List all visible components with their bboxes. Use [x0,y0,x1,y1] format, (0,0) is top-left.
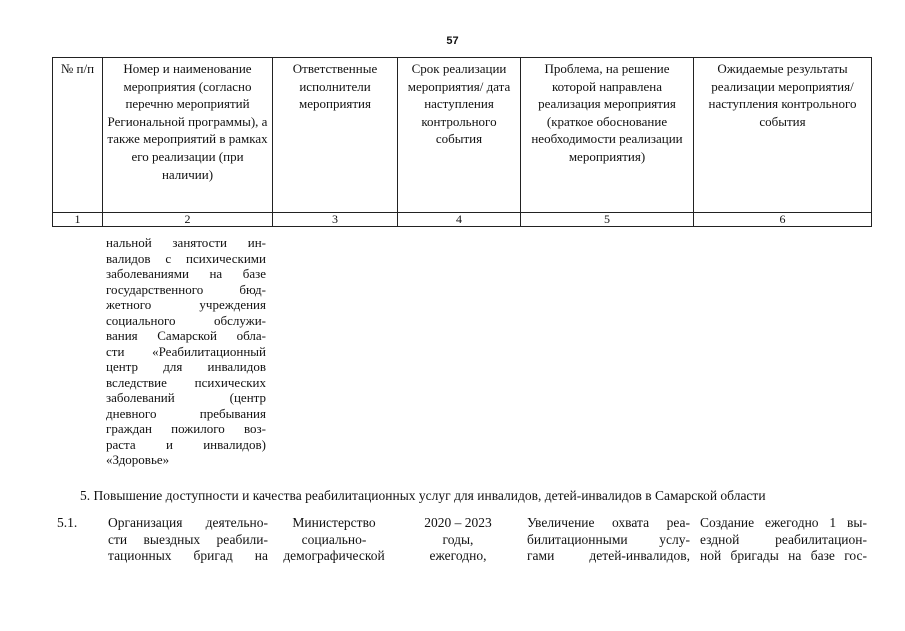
row-result-cell [700,515,867,565]
text-line: вследствие психических [106,374,266,390]
text-line: 2020 – 2023 [424,515,492,530]
text-line: вания Самарской обла- [106,328,266,343]
text-line: ежегодно, [429,548,487,563]
text-line: ездной реабилитацион- [700,531,867,547]
column-header-problem: Проблема, на решение которой направлена реализация мероприятия (краткое обоснование необходимости реализации мероприятия) [521,58,694,213]
column-header-responsible: Ответственные исполнители мероприятия [273,58,398,213]
column-number: 6 [694,213,872,227]
column-number: 2 [103,213,273,227]
column-number: 4 [398,213,521,227]
table-header [52,57,872,227]
row-term-cell [404,515,512,565]
text-line: Организация деятельно- [108,515,268,530]
text-line: сти «Реабилитационный [106,343,266,359]
column-header-term: Срок реализации мероприятия/ дата наступления контрольного события [398,58,521,213]
text-line: Создание ежегодно 1 вы- [700,515,867,530]
text-line: заболеваний (центр [106,390,266,405]
text-line: годы, [442,531,474,547]
section-heading: 5. Повышение доступности и качества реабилитационных услуг для инвалидов, детей-инвалидов в Самарской области [80,488,766,503]
table-header-row [53,58,872,213]
text-line: государственного бюд- [106,281,266,297]
row-number: 5.1. [57,515,78,530]
column-number: 3 [273,213,398,227]
table-column-numbers-row [53,213,872,227]
text-line: дневного пребывания [106,405,266,421]
text-line: сти выездных реабили- [108,531,268,547]
column-number: 5 [521,213,694,227]
row-name-cell [108,515,268,565]
column-number: 1 [53,213,103,227]
text-line: социального обслужи- [106,312,266,328]
text-line: нальной занятости ин- [106,235,266,250]
text-line: заболеваниями на базе [106,266,266,281]
row-problem-cell [527,515,690,565]
text-line: Увеличение охвата реа- [527,515,690,530]
text-line: центр для инвалидов [106,359,266,374]
text-line: «Здоровье» [106,452,170,467]
column-header-name: Номер и наименование мероприятия (согласно перечню мероприятий Региональной программы), а также мероприятий в рамках его реализации (при наличии) [103,58,273,213]
text-line: ной бригады на базе гос- [700,548,867,563]
text-line: граждан пожилого воз- [106,421,266,436]
page-number: 57 [446,35,459,47]
text-line: билитационными услу- [527,531,690,547]
row-responsible-cell [278,515,390,565]
text-line: социально- [301,531,367,547]
text-line: гами детей-инвалидов, [527,548,690,563]
text-line: раста и инвалидов) [106,436,266,452]
text-line: жетного учреждения [106,297,266,312]
continuation-text [106,235,266,468]
text-line: демографической [283,548,385,563]
text-line: Министерство [292,515,376,530]
text-line: валидов с психическими [106,250,266,266]
text-line: тационных бригад на [108,548,268,563]
column-header-number: № п/п [53,58,103,213]
column-header-result: Ожидаемые результаты реализации мероприятия/ наступления контрольного события [694,58,872,213]
